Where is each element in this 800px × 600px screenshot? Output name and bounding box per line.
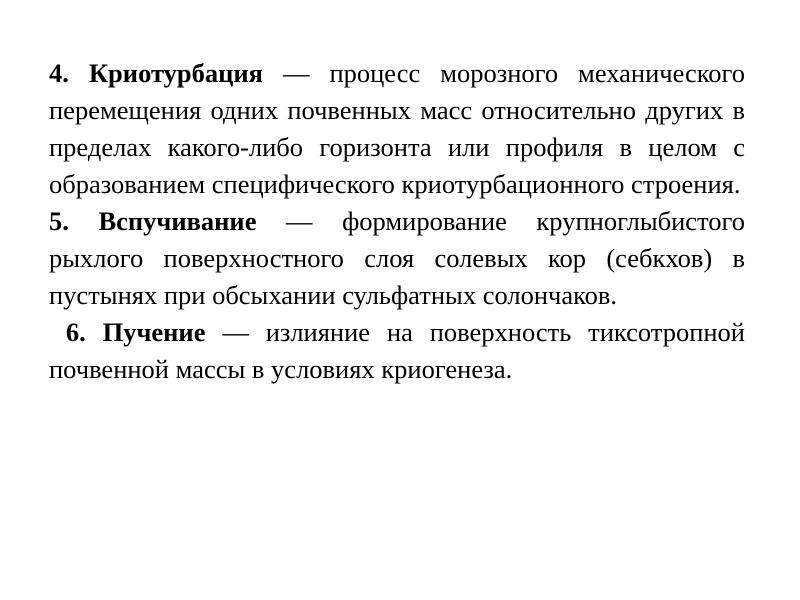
- item-dash: —: [286, 206, 313, 236]
- definition-item-4: [49, 55, 745, 203]
- item-term: Пучение: [102, 317, 206, 347]
- item-definition: излияние на поверхность тиксотропной почвенной массы в условиях криогенеза.: [49, 317, 745, 384]
- item-term: Криотурбация: [88, 58, 263, 88]
- item-number: 6.: [65, 317, 86, 347]
- definitions-text: [49, 55, 745, 388]
- definition-item-5: [49, 203, 745, 314]
- item-dash: —: [282, 58, 310, 88]
- item-dash: —: [222, 317, 249, 347]
- item-definition: процесс морозного механического перемещения одних почвенных масс относительно других в пределах какого-либо горизонта или профиля в целом с образованием специфического криотурбационного строения.: [49, 58, 746, 199]
- item-term: Вспучивание: [98, 206, 257, 236]
- item-definition: формирование крупноглыбистого рыхлого поверхностного слоя солевых кор (себкхов) в пустынях при обсыхании сульфатных солончаков.: [49, 206, 745, 310]
- item-number: 5.: [49, 206, 69, 236]
- definition-item-6: [49, 314, 745, 388]
- item-number: 4.: [49, 58, 69, 88]
